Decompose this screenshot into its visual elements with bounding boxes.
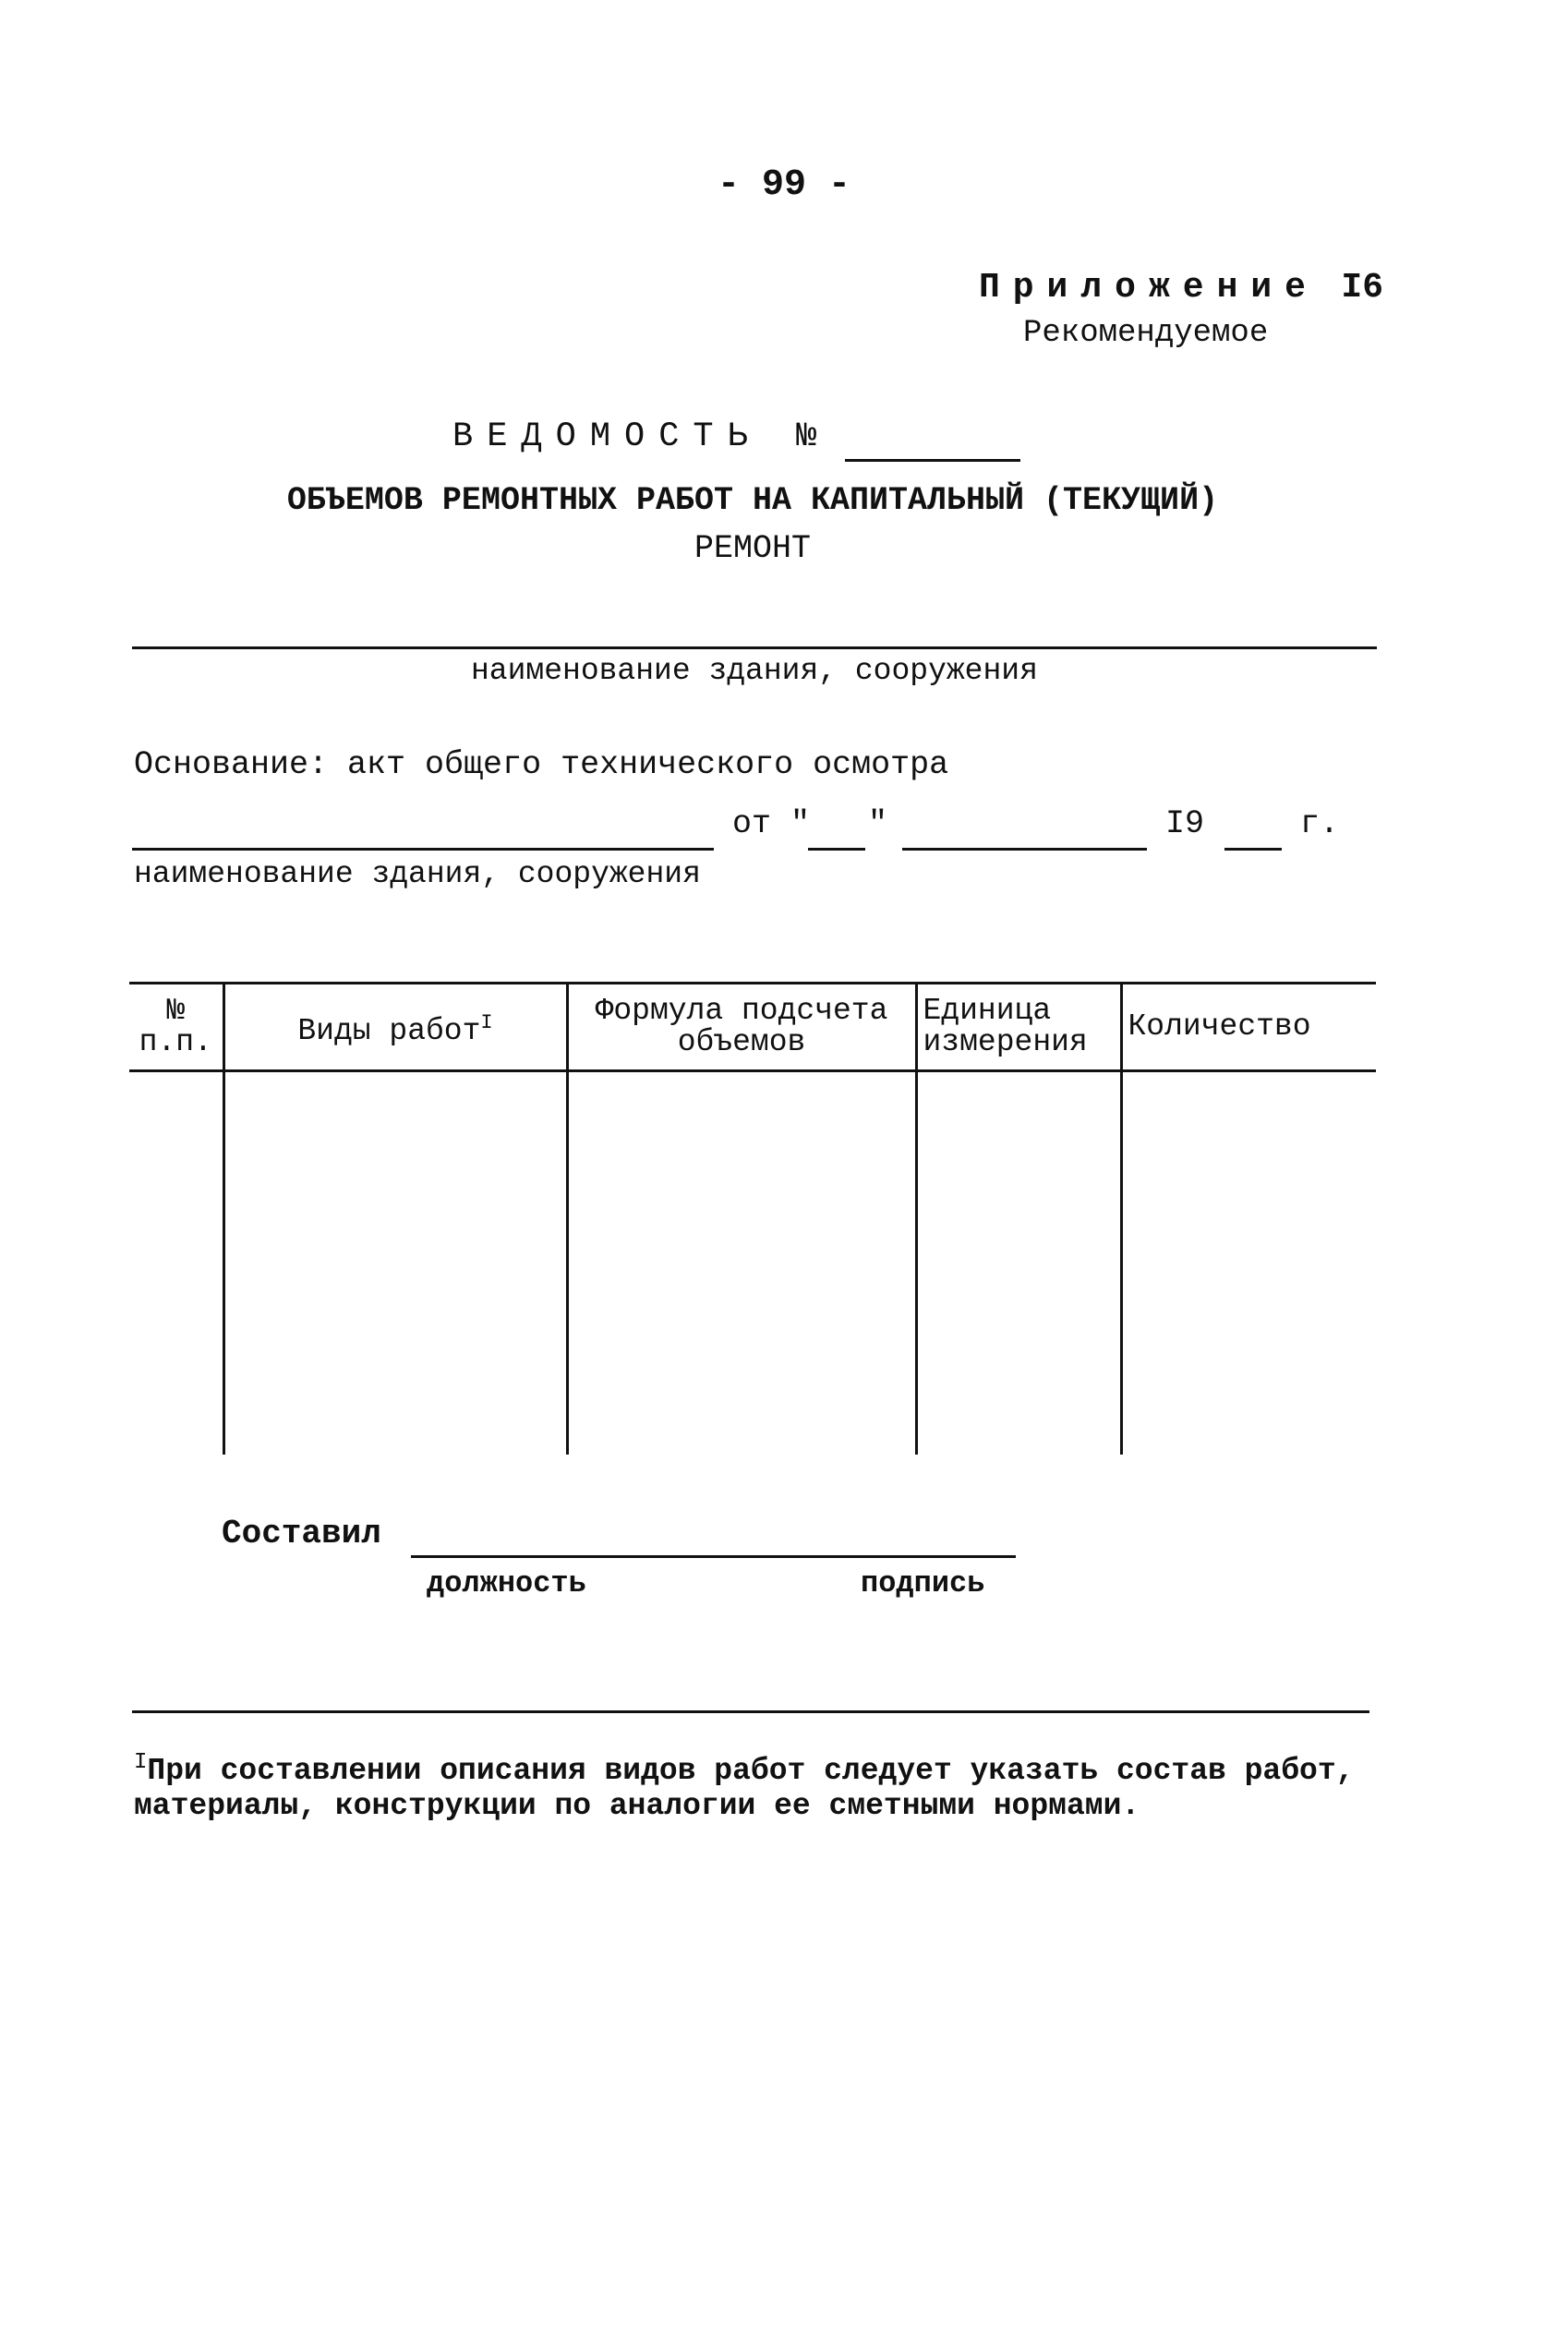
table-cell: [129, 1071, 223, 1455]
building-name-line: [132, 646, 1377, 649]
col-header-formula: [567, 984, 916, 1071]
col-header-quantity: [1121, 984, 1376, 1071]
col-header-unit-line1: Единица: [923, 994, 1052, 1028]
table-row: [129, 1071, 1376, 1455]
table-cell: [223, 1071, 567, 1455]
table-cell: [567, 1071, 916, 1455]
appendix-title: [979, 268, 1319, 308]
page-number: - 99 -: [717, 164, 851, 206]
footnote-separator: [132, 1710, 1369, 1713]
col-header-work-types: [223, 984, 567, 1071]
date-quote-close: ": [868, 805, 888, 842]
appendix-title-text: Приложение: [978, 268, 1319, 308]
table-cell: [916, 1071, 1121, 1455]
building-name-caption: наименование здания, сооружения: [471, 654, 1038, 688]
table-header-row: [129, 984, 1376, 1071]
col-header-unit: [916, 984, 1121, 1071]
year-suffix: г.: [1300, 805, 1340, 842]
appendix-subtitle: Рекомендуемое: [1023, 316, 1269, 351]
signature-caption: подпись: [861, 1566, 985, 1600]
date-day-blank: [808, 848, 865, 851]
document-subtitle-line2: РЕМОНТ: [694, 530, 812, 567]
act-number-blank: [132, 848, 714, 851]
compiled-by-label: Составил: [222, 1515, 381, 1552]
appendix-number: I6: [1341, 268, 1383, 308]
col-header-unit-line2: измерения: [923, 1025, 1088, 1059]
document-subtitle-line1: ОБЪЕМОВ РЕМОНТНЫХ РАБОТ НА КАПИТАЛЬНЫЙ (ТЕКУЩИЙ): [286, 482, 1219, 519]
footnote: [134, 1745, 1371, 1824]
works-table: [129, 982, 1376, 1455]
compiled-by-blank: [411, 1555, 1016, 1558]
date-month-blank: [902, 848, 1147, 851]
footnote-ref: I: [480, 1010, 493, 1034]
col-header-work-types-text: Виды работ: [297, 1013, 481, 1048]
footnote-mark: I: [134, 1750, 148, 1775]
col-header-number-line2: п.п.: [139, 1025, 212, 1059]
col-header-formula-line2: объемов: [677, 1025, 806, 1059]
date-from-label: [732, 805, 810, 842]
year-blank: [1224, 848, 1282, 851]
document-title: ВЕДОМОСТЬ №: [452, 417, 831, 456]
year-prefix: I9: [1165, 805, 1205, 842]
col-header-number: [129, 984, 223, 1071]
position-caption: должность: [427, 1566, 586, 1600]
footnote-text: При составлении описания видов работ следует указать состав работ, материалы, конструкции по аналогии ее сметными нормами.: [134, 1754, 1355, 1823]
document-number-blank: [845, 459, 1020, 462]
col-header-formula-line1: Формула подсчета: [595, 994, 888, 1028]
basis-label: Основание: акт общего технического осмотра: [134, 746, 949, 783]
table-cell: [1121, 1071, 1376, 1455]
basis-caption: наименование здания, сооружения: [134, 857, 701, 891]
col-header-number-line1: №: [166, 994, 186, 1028]
col-header-quantity-text: Количество: [1128, 1009, 1311, 1044]
date-from-text: от ": [732, 805, 811, 842]
